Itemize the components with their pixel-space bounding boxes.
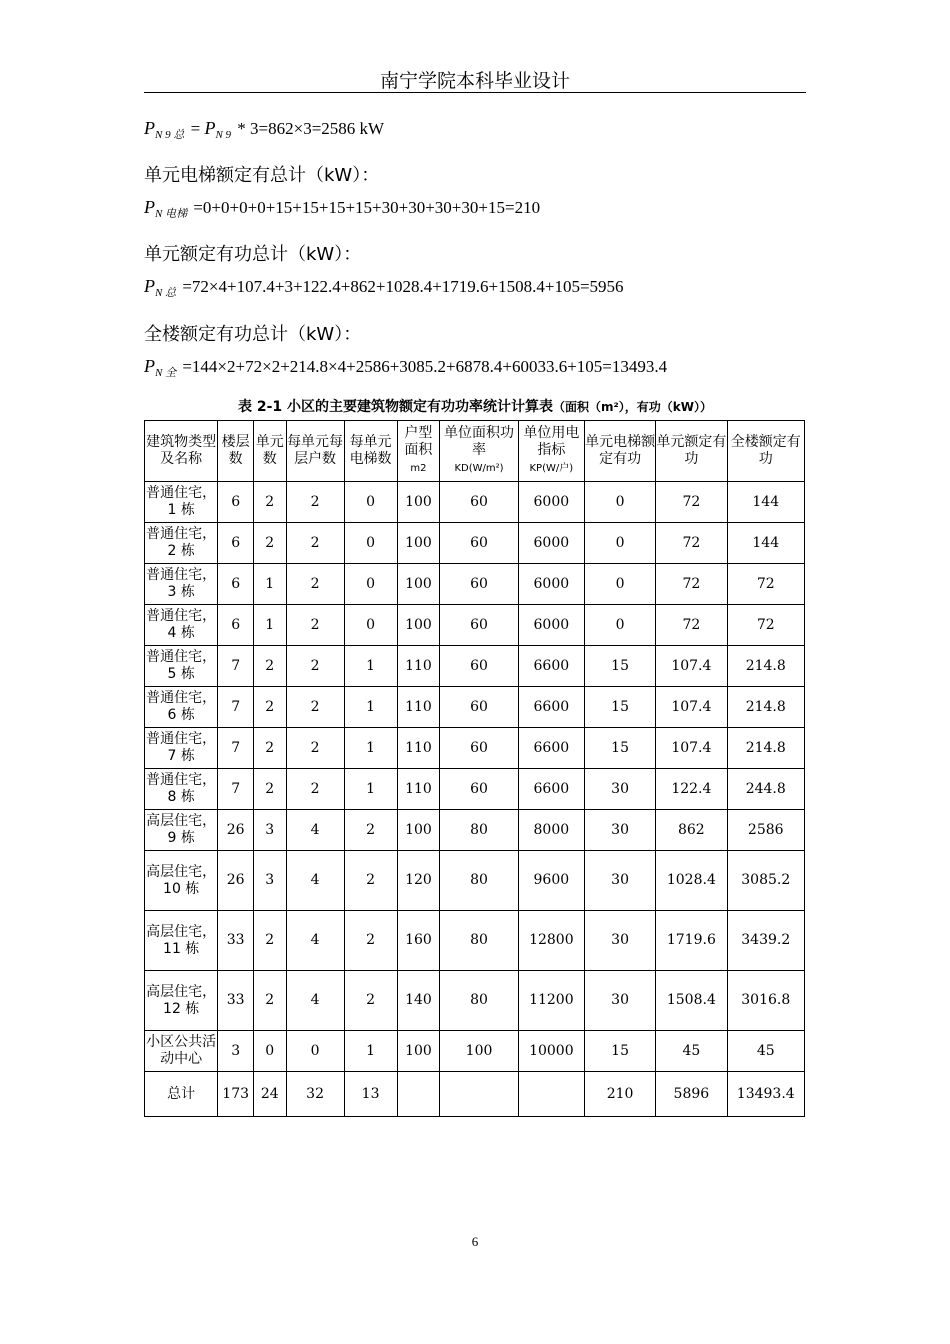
table-cell: 60: [440, 646, 518, 687]
table-cell: 6600: [518, 769, 584, 810]
col-header-elevator-power: 单元电梯额定有功: [584, 421, 655, 482]
power-statistics-table: [144, 420, 805, 1117]
table-cell: 1: [344, 769, 397, 810]
label-unit-total: 单元额定有功总计（kW）：: [144, 244, 362, 265]
table-cell: 6000: [518, 564, 584, 605]
table-row: [145, 646, 805, 687]
formula-subscript-2: N 9: [215, 129, 232, 141]
table-row: [145, 564, 805, 605]
table-cell: 1: [344, 1031, 397, 1072]
table-cell: 1: [344, 728, 397, 769]
table-cell: 7: [218, 646, 254, 687]
table-cell: 214.8: [727, 687, 805, 728]
table-cell: 6000: [518, 605, 584, 646]
page-header-title: 南宁学院本科毕业设计: [379, 70, 570, 92]
table-cell: 1508.4: [656, 971, 727, 1031]
table-cell: 26: [218, 851, 254, 911]
table-cell: 107.4: [656, 646, 727, 687]
table-caption-units: （面积（m²），有功（kW））: [553, 400, 713, 414]
table-cell: 2586: [727, 810, 805, 851]
table-cell: 15: [584, 1031, 655, 1072]
table-cell: 6600: [518, 646, 584, 687]
col-header-floors: 楼层数: [218, 421, 254, 482]
table-cell: 80: [440, 851, 518, 911]
page-number: 6: [471, 1234, 479, 1249]
table-cell: 3439.2: [727, 911, 805, 971]
formula-symbol: P: [144, 276, 155, 296]
table-cell: 60: [440, 482, 518, 523]
table-cell: 122.4: [656, 769, 727, 810]
table-row: [145, 523, 805, 564]
table-cell: 2: [286, 646, 344, 687]
formula-subscript: N 总: [155, 287, 177, 299]
table-cell: 0: [584, 605, 655, 646]
table-cell: 4: [286, 810, 344, 851]
table-cell: 2: [286, 482, 344, 523]
table-cell: 15: [584, 728, 655, 769]
table-cell: 2: [286, 523, 344, 564]
table-cell: 2: [253, 482, 286, 523]
table-cell: 160: [397, 911, 440, 971]
col-header-area: [397, 421, 440, 482]
table-cell: 0: [584, 482, 655, 523]
table-row: [145, 687, 805, 728]
col-header-area-label: 户型面积: [404, 425, 433, 458]
table-row: [145, 911, 805, 971]
table-cell: 8000: [518, 810, 584, 851]
table-cell: [397, 1072, 440, 1117]
row-name-cell: 普通住宅，1 栋: [145, 482, 218, 523]
table-cell: 210: [584, 1072, 655, 1117]
table-cell: 13: [344, 1072, 397, 1117]
table-cell: 30: [584, 971, 655, 1031]
table-row: [145, 482, 805, 523]
row-name-cell: 普通住宅，2 栋: [145, 523, 218, 564]
table-row: [145, 1031, 805, 1072]
table-cell: 24: [253, 1072, 286, 1117]
formula-subscript: N 全: [155, 367, 177, 379]
row-name-cell: 普通住宅，7 栋: [145, 728, 218, 769]
table-cell: 0: [344, 564, 397, 605]
table-cell: 3: [253, 851, 286, 911]
table-cell: 214.8: [727, 728, 805, 769]
table-cell: 0: [584, 564, 655, 605]
formula-subscript: N 电梯: [155, 208, 188, 220]
table-header-row: [145, 421, 805, 482]
table-cell: 30: [584, 911, 655, 971]
table-cell: 144: [727, 482, 805, 523]
table-cell: 6600: [518, 728, 584, 769]
table-cell: 6: [218, 605, 254, 646]
table-cell: 26: [218, 810, 254, 851]
table-cell: 6: [218, 482, 254, 523]
table-cell: 60: [440, 728, 518, 769]
row-name-cell: 普通住宅，4 栋: [145, 605, 218, 646]
table-cell: 6: [218, 523, 254, 564]
table-cell: 100: [397, 810, 440, 851]
formula-elevator-total: [144, 197, 540, 218]
table-cell: 2: [344, 911, 397, 971]
table-cell: 10000: [518, 1031, 584, 1072]
row-name-cell: 高层住宅，10 栋: [145, 851, 218, 911]
table-cell: 144: [727, 523, 805, 564]
formula-symbol: P: [144, 197, 155, 217]
formula-rest: =144×2+72×2+214.8×4+2586+3085.2+6878.4+60033.6+105=13493.4: [178, 357, 668, 376]
table-cell: 80: [440, 911, 518, 971]
table-cell: 173: [218, 1072, 254, 1117]
table-cell: 15: [584, 646, 655, 687]
formula-rest: =0+0+0+0+15+15+15+15+30+30+30+30+15=210: [189, 198, 541, 217]
label-elevator-total: 单元电梯额定有总计（kW）：: [144, 165, 380, 186]
table-cell: 15: [584, 687, 655, 728]
col-header-kd-label: 单位面积功率: [444, 425, 515, 458]
table-cell: 72: [656, 482, 727, 523]
col-header-kp: [518, 421, 584, 482]
label-building-total: 全楼额定有功总计（kW）：: [144, 324, 362, 345]
row-name-cell: 高层住宅，11 栋: [145, 911, 218, 971]
table-cell: 140: [397, 971, 440, 1031]
table-cell: 120: [397, 851, 440, 911]
table-cell: 80: [440, 971, 518, 1031]
table-cell: 2: [253, 728, 286, 769]
table-cell: 100: [397, 564, 440, 605]
table-cell: 110: [397, 646, 440, 687]
table-cell: [440, 1072, 518, 1117]
table-cell: 60: [440, 564, 518, 605]
table-caption-main: 表 2-1 小区的主要建筑物额定有功功率统计计算表: [237, 399, 554, 415]
table-cell: 60: [440, 769, 518, 810]
table-cell: 72: [656, 605, 727, 646]
table-cell: 0: [344, 605, 397, 646]
table-cell: 72: [656, 564, 727, 605]
table-cell: 7: [218, 728, 254, 769]
table-cell: 244.8: [727, 769, 805, 810]
table-row: [145, 851, 805, 911]
table-row: [145, 769, 805, 810]
table-cell: 2: [344, 971, 397, 1031]
table-cell: 100: [397, 1031, 440, 1072]
table-cell: 1: [253, 564, 286, 605]
table-cell: 107.4: [656, 728, 727, 769]
table-cell: 4: [286, 851, 344, 911]
table-cell: 32: [286, 1072, 344, 1117]
table-cell: 6: [218, 564, 254, 605]
row-name-cell: 总计: [145, 1072, 218, 1117]
formula-p9-total: [144, 118, 384, 139]
table-cell: 2: [253, 687, 286, 728]
table-caption: [144, 396, 806, 416]
col-header-kp-label: 单位用电指标: [523, 425, 580, 458]
table-cell: 72: [656, 523, 727, 564]
table-row: [145, 810, 805, 851]
table-cell: 1: [344, 646, 397, 687]
table-cell: 110: [397, 728, 440, 769]
table-cell: 100: [397, 482, 440, 523]
row-name-cell: 高层住宅，9 栋: [145, 810, 218, 851]
table-cell: 3016.8: [727, 971, 805, 1031]
row-name-cell: 小区公共活动中心: [145, 1031, 218, 1072]
formula-equals: =: [186, 119, 205, 138]
table-cell: 60: [440, 687, 518, 728]
table-row: [145, 728, 805, 769]
table-cell: 2: [286, 687, 344, 728]
col-header-name: 建筑物类型及名称: [145, 421, 218, 482]
table-cell: 100: [397, 605, 440, 646]
row-name-cell: 普通住宅，5 栋: [145, 646, 218, 687]
table-cell: [518, 1072, 584, 1117]
table-cell: 2: [344, 851, 397, 911]
table-cell: 0: [344, 482, 397, 523]
row-name-cell: 普通住宅，3 栋: [145, 564, 218, 605]
formula-unit-total: [144, 276, 624, 297]
table-row: [145, 605, 805, 646]
table-cell: 60: [440, 523, 518, 564]
table-cell: 2: [253, 911, 286, 971]
formula-rest: =72×4+107.4+3+122.4+862+1028.4+1719.6+1508.4+105=5956: [178, 277, 624, 296]
table-cell: 80: [440, 810, 518, 851]
formula-symbol-2: P: [204, 118, 216, 138]
col-header-building-power: 全楼额定有功: [727, 421, 805, 482]
table-cell: 2: [286, 728, 344, 769]
table-cell: 1: [344, 687, 397, 728]
table-cell: 2: [344, 810, 397, 851]
table-cell: 11200: [518, 971, 584, 1031]
table-cell: 2: [253, 646, 286, 687]
table-cell: 33: [218, 911, 254, 971]
table-cell: 110: [397, 769, 440, 810]
formula-subscript: N 9 总: [155, 129, 185, 141]
table-cell: 2: [253, 971, 286, 1031]
col-header-units: 单元数: [253, 421, 286, 482]
table-cell: 6000: [518, 482, 584, 523]
col-header-households: 每单元每层户数: [286, 421, 344, 482]
col-header-unit-power: 单元额定有功: [656, 421, 727, 482]
table-cell: 9600: [518, 851, 584, 911]
table-cell: 6000: [518, 523, 584, 564]
col-header-kd: [440, 421, 518, 482]
col-header-area-unit: m2: [410, 463, 427, 474]
row-name-cell: 高层住宅，12 栋: [145, 971, 218, 1031]
table-cell: 60: [440, 605, 518, 646]
table-cell: 1028.4: [656, 851, 727, 911]
col-header-elevators: 每单元电梯数: [344, 421, 397, 482]
table-cell: 107.4: [656, 687, 727, 728]
table-cell: 6600: [518, 687, 584, 728]
table-cell: 2: [286, 605, 344, 646]
table-cell: 110: [397, 687, 440, 728]
table-cell: 1: [253, 605, 286, 646]
table-cell: 100: [440, 1031, 518, 1072]
header-rule: [144, 92, 806, 93]
table-cell: 12800: [518, 911, 584, 971]
table-cell: 862: [656, 810, 727, 851]
formula-symbol: P: [144, 356, 155, 376]
table-cell: 30: [584, 851, 655, 911]
table-cell: 100: [397, 523, 440, 564]
col-header-kp-unit: KP(W/户): [529, 463, 574, 474]
table-cell: 0: [253, 1031, 286, 1072]
table-cell: 45: [656, 1031, 727, 1072]
table-cell: 5896: [656, 1072, 727, 1117]
table-cell: 72: [727, 605, 805, 646]
table-cell: 0: [344, 523, 397, 564]
table-row: [145, 971, 805, 1031]
table-cell: 4: [286, 971, 344, 1031]
table-cell: 2: [253, 523, 286, 564]
col-header-kd-unit: KD(W/m²): [454, 463, 504, 474]
table-cell: 3085.2: [727, 851, 805, 911]
table-row: [145, 1072, 805, 1117]
table-cell: 4: [286, 911, 344, 971]
table-cell: 30: [584, 769, 655, 810]
table-cell: 30: [584, 810, 655, 851]
table-cell: 2: [286, 769, 344, 810]
table-cell: 3: [253, 810, 286, 851]
table-cell: 214.8: [727, 646, 805, 687]
table-cell: 72: [727, 564, 805, 605]
formula-rest: * 3=862×3=2586 kW: [233, 119, 385, 138]
table-cell: 7: [218, 687, 254, 728]
table-cell: 3: [218, 1031, 254, 1072]
table-cell: 0: [584, 523, 655, 564]
table-cell: 2: [253, 769, 286, 810]
table-cell: 33: [218, 971, 254, 1031]
table-cell: 0: [286, 1031, 344, 1072]
formula-building-total: [144, 356, 667, 377]
table-cell: 2: [286, 564, 344, 605]
table-cell: 45: [727, 1031, 805, 1072]
row-name-cell: 普通住宅，8 栋: [145, 769, 218, 810]
formula-symbol: P: [144, 118, 155, 138]
table-cell: 7: [218, 769, 254, 810]
table-cell: 1719.6: [656, 911, 727, 971]
row-name-cell: 普通住宅，6 栋: [145, 687, 218, 728]
table-cell: 13493.4: [727, 1072, 805, 1117]
